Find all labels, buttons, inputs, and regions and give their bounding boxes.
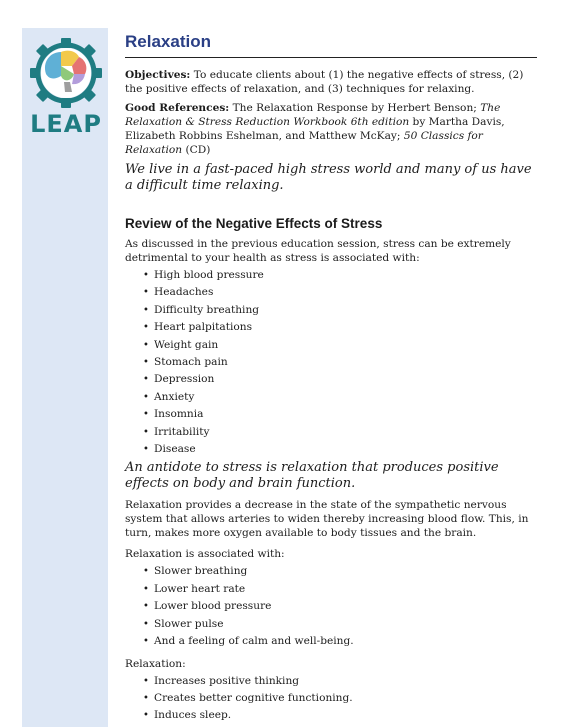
list-item: • High blood pressure <box>154 267 537 284</box>
list-item: • Increases positive thinking <box>154 673 537 690</box>
intro-statement: We live in a fast-paced high stress world and many of us have a difficult time relaxing. <box>125 162 532 193</box>
list-item: • And a feeling of calm and well-being. <box>154 633 537 650</box>
page-title: Relaxation <box>125 32 537 58</box>
objectives-text: To educate clients about (1) the negative effects of stress, (2) the positive effects of relaxation, and (3) techniques for relaxing. <box>125 69 524 95</box>
objectives-paragraph <box>125 68 537 96</box>
list-item: • Creates better cognitive functioning. <box>154 690 537 707</box>
benefits-intro: Relaxation: <box>125 657 186 670</box>
logo-wordmark: LEAP <box>30 110 102 138</box>
list-item: • Lower blood pressure <box>154 598 537 615</box>
list-item: • Slower breathing <box>154 563 537 580</box>
references-part3: (CD) <box>182 144 211 156</box>
list-item: • Disease <box>154 441 537 458</box>
relaxation-paragraph: Relaxation provides a decrease in the state of the sympathetic nervous system that allows arteries to widen thereby increasing blood flow. This, in turn, makes more oxygen available to body tissues and the brain. <box>125 499 529 540</box>
references-part2: by Martha Davis, Elizabeth Robbins Eshelman, and Matthew McKay; <box>125 116 505 142</box>
references-label: Good References: <box>125 102 230 114</box>
list-item: • Insomnia <box>154 406 537 423</box>
list-item: • Induces sleep. <box>154 707 537 724</box>
objectives-label: Objectives: <box>125 69 191 81</box>
references-part1: The Relaxation Response by Herbert Benson; <box>229 102 481 114</box>
list-item: • Lower heart rate <box>154 581 537 598</box>
leap-logo <box>24 36 108 138</box>
list-item: • Irritability <box>154 424 537 441</box>
list-item: • Anxiety <box>154 389 537 406</box>
list-item: • Weight gain <box>154 337 537 354</box>
list-item: • Difficulty breathing <box>154 302 537 319</box>
list-item: • Slower pulse <box>154 616 537 633</box>
antidote-statement: An antidote to stress is relaxation that produces positive effects on body and brain function. <box>125 460 499 492</box>
list-item: • Depression <box>154 371 537 388</box>
references-paragraph <box>125 101 537 157</box>
negative-intro: As discussed in the previous education session, stress can be extremely detrimental to your health as stress is associated with: <box>125 238 511 264</box>
list-item: • Stomach pain <box>154 354 537 371</box>
list-item: • Headaches <box>154 284 537 301</box>
section-heading-negative-effects: Review of the Negative Effects of Stress <box>125 216 383 231</box>
benefits-list <box>125 673 537 725</box>
negative-effects-list <box>125 267 537 458</box>
list-item: • Heart palpitations <box>154 319 537 336</box>
associated-intro: Relaxation is associated with: <box>125 548 285 561</box>
associated-list <box>125 563 537 650</box>
main-content <box>125 32 537 725</box>
references-book2: The Relaxation & Stress Reduction Workbook 6th edition <box>125 102 501 128</box>
brain-gear-icon <box>28 36 104 110</box>
references-book3: 50 Classics for Relaxation <box>125 130 483 156</box>
